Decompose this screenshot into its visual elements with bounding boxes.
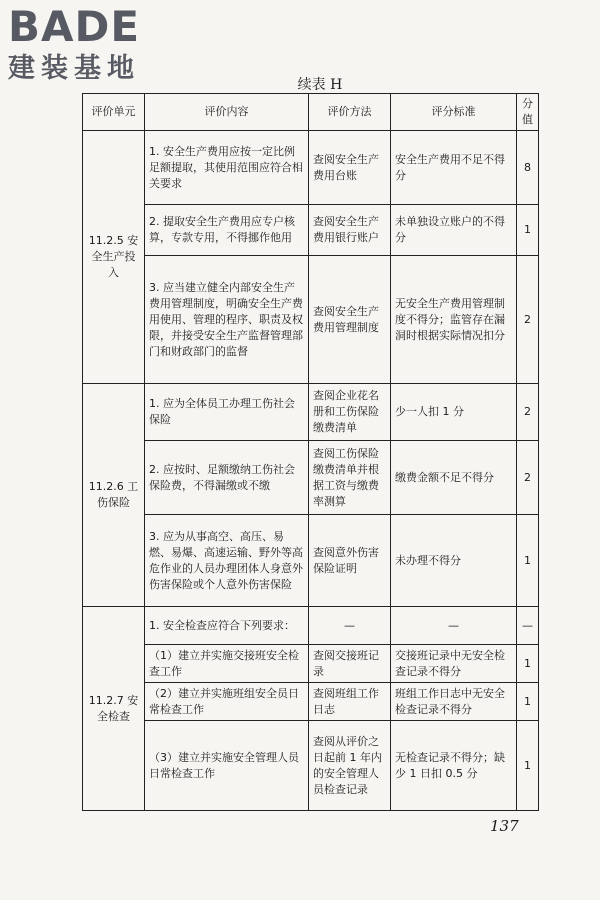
content-cell: 1. 安全生产费用应按一定比例足额提取，其使用范围应符合相关要求	[145, 131, 309, 205]
table-row	[83, 256, 539, 384]
table-row	[83, 131, 539, 205]
score-cell: 1	[517, 645, 539, 683]
content-cell: 1. 应为全体员工办理工伤社会保险	[145, 384, 309, 441]
logo-subtitle: 建装基地	[8, 53, 140, 84]
standard-cell: 未办理不得分	[391, 515, 517, 607]
table-row	[83, 607, 539, 645]
standard-cell: 安全生产费用不足不得分	[391, 131, 517, 205]
evaluation-table	[82, 93, 539, 811]
standard-cell: 缴费金额不足不得分	[391, 441, 517, 515]
standard-cell: 班组工作日志中无安全检查记录不得分	[391, 683, 517, 721]
method-cell: 查阅交接班记录	[309, 645, 391, 683]
score-cell: 2	[517, 256, 539, 384]
standard-cell: 交接班记录中无安全检查记录不得分	[391, 645, 517, 683]
table-title: 续表 H	[297, 77, 343, 93]
method-cell: 查阅企业花名册和工伤保险缴费清单	[309, 384, 391, 441]
table-row	[83, 683, 539, 721]
table-row	[83, 515, 539, 607]
standard-cell: 无安全生产费用管理制度不得分；监管存在漏洞时根据实际情况扣分	[391, 256, 517, 384]
standard-cell: —	[391, 607, 517, 645]
content-cell: 3. 应为从事高空、高压、易燃、易爆、高速运输、野外等高危作业的人员办理团体人身意外伤害保险或个人意外伤害保险	[145, 515, 309, 607]
header-standard: 评分标准	[391, 94, 517, 131]
standard-cell: 未单独设立账户的不得分	[391, 205, 517, 256]
content-cell: 3. 应当建立健全内部安全生产费用管理制度，明确安全生产费用使用、管理的程序、职责及权限，并接受安全生产监督管理部门和财政部门的监督	[145, 256, 309, 384]
table-row	[83, 441, 539, 515]
bade-logo	[8, 4, 178, 92]
method-cell: 查阅安全生产费用台账	[309, 131, 391, 205]
score-cell: 1	[517, 515, 539, 607]
score-cell: 2	[517, 441, 539, 515]
header-method: 评价方法	[309, 94, 391, 131]
logo-wordmark: BADE	[8, 2, 141, 51]
content-cell: （3）建立并实施安全管理人员日常检查工作	[145, 721, 309, 811]
method-cell: 查阅安全生产费用管理制度	[309, 256, 391, 384]
table-row	[83, 205, 539, 256]
page-number: 137	[490, 817, 519, 835]
score-cell: 1	[517, 721, 539, 811]
method-cell: 查阅安全生产费用银行账户	[309, 205, 391, 256]
table-row	[83, 384, 539, 441]
score-cell: 8	[517, 131, 539, 205]
table-row	[83, 645, 539, 683]
method-cell: —	[309, 607, 391, 645]
header-unit: 评价单元	[83, 94, 145, 131]
score-cell: 2	[517, 384, 539, 441]
content-cell: （1）建立并实施交接班安全检查工作	[145, 645, 309, 683]
unit-cell: 11.2.5 安全生产投入	[83, 131, 145, 384]
unit-cell: 11.2.7 安全检查	[83, 607, 145, 811]
unit-cell: 11.2.6 工伤保险	[83, 384, 145, 607]
table-header-row	[83, 94, 539, 131]
score-cell: 1	[517, 205, 539, 256]
content-cell: 2. 应按时、足额缴纳工伤社会保险费，不得漏缴或不缴	[145, 441, 309, 515]
method-cell: 查阅从评价之日起前 1 年内的安全管理人员检查记录	[309, 721, 391, 811]
standard-cell: 无检查记录不得分；缺少 1 日扣 0.5 分	[391, 721, 517, 811]
method-cell: 查阅意外伤害保险证明	[309, 515, 391, 607]
method-cell: 查阅工伤保险缴费清单并根据工资与缴费率测算	[309, 441, 391, 515]
score-cell: —	[517, 607, 539, 645]
standard-cell: 少一人扣 1 分	[391, 384, 517, 441]
table-row	[83, 721, 539, 811]
content-cell: 1. 安全检查应符合下列要求：	[145, 607, 309, 645]
header-content: 评价内容	[145, 94, 309, 131]
content-cell: 2. 提取安全生产费用应专户核算，专款专用，不得挪作他用	[145, 205, 309, 256]
header-score: 分值	[517, 94, 539, 131]
method-cell: 查阅班组工作日志	[309, 683, 391, 721]
score-cell: 1	[517, 683, 539, 721]
content-cell: （2）建立并实施班组安全员日常检查工作	[145, 683, 309, 721]
